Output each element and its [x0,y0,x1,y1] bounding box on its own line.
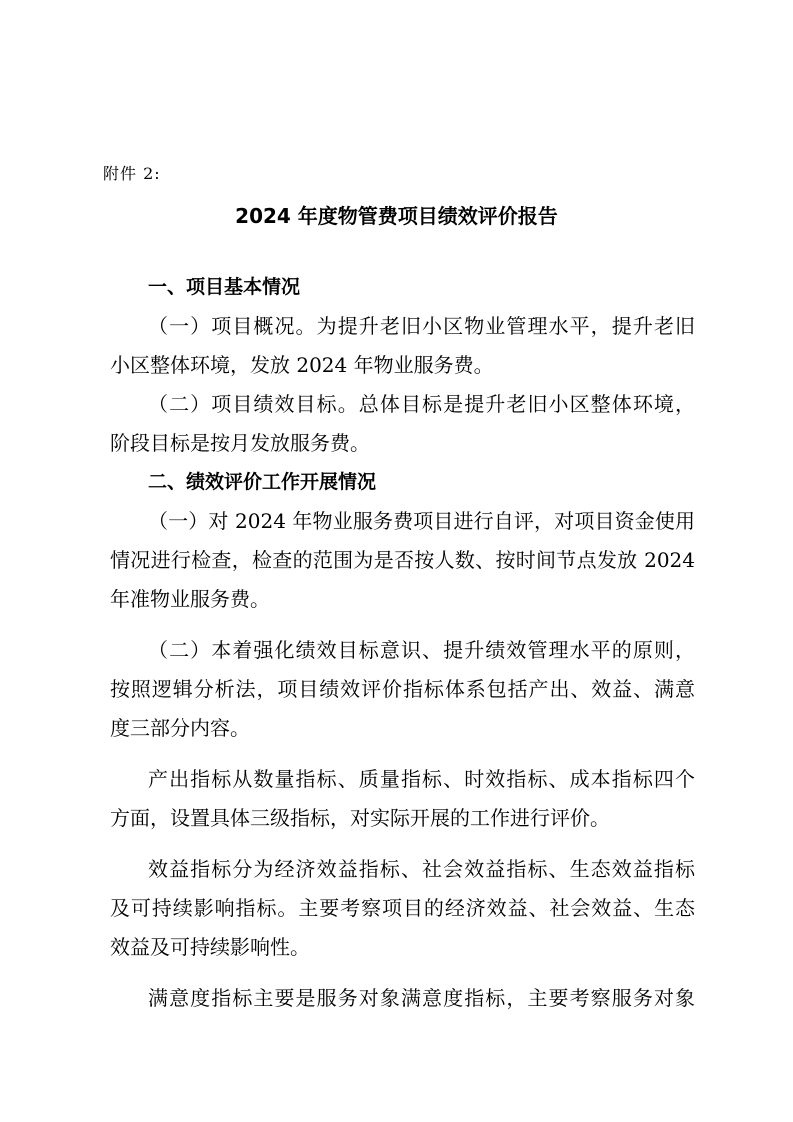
paragraph-line: （二）本着强化绩效目标意识、提升绩效管理水平的原则， [148,638,695,662]
paragraph-line: （一）项目概况。为提升老旧小区物业管理水平，提升老旧 [148,314,695,338]
paragraph-line: 小区整体环境，发放 2024 年物业服务费。 [110,353,494,377]
paragraph-line: 阶段目标是按月发放服务费。 [110,431,370,455]
paragraph-line: 满意度指标主要是服务对象满意度指标，主要考察服务对象 [148,986,695,1010]
paragraph-line: 按照逻辑分析法，项目绩效评价指标体系包括产出、效益、满意 [110,677,695,701]
paragraph-line: 及可持续影响指标。主要考察项目的经济效益、社会效益、生态 [110,896,695,920]
report-body [110,268,695,1018]
report-title: 2024 年度物管费项目绩效评价报告 [235,204,558,228]
paragraph-line: （二）项目绩效目标。总体目标是提升老旧小区整体环境， [148,392,695,416]
attachment-label: 附件 2: [103,164,161,183]
paragraph-line: 情况进行检查，检查的范围为是否按人数、按时间节点发放 2024 [110,548,695,572]
paragraph-line: （一）对 2024 年物业服务费项目进行自评，对项目资金使用 [148,509,695,533]
paragraph-line: 效益指标分为经济效益指标、社会效益指标、生态效益指标 [148,857,695,881]
paragraph-line: 方面，设置具体三级指标，对实际开展的工作进行评价。 [110,806,610,830]
paragraph-line: 效益及可持续影响性。 [110,935,310,959]
section-heading-1: 一、项目基本情况 [148,276,301,298]
paragraph-line: 产出指标从数量指标、质量指标、时效指标、成本指标四个 [148,767,695,791]
paragraph-line: 度三部分内容。 [110,716,250,740]
paragraph-line: 年准物业服务费。 [110,587,270,611]
section-heading-2: 二、绩效评价工作开展情况 [148,471,377,493]
